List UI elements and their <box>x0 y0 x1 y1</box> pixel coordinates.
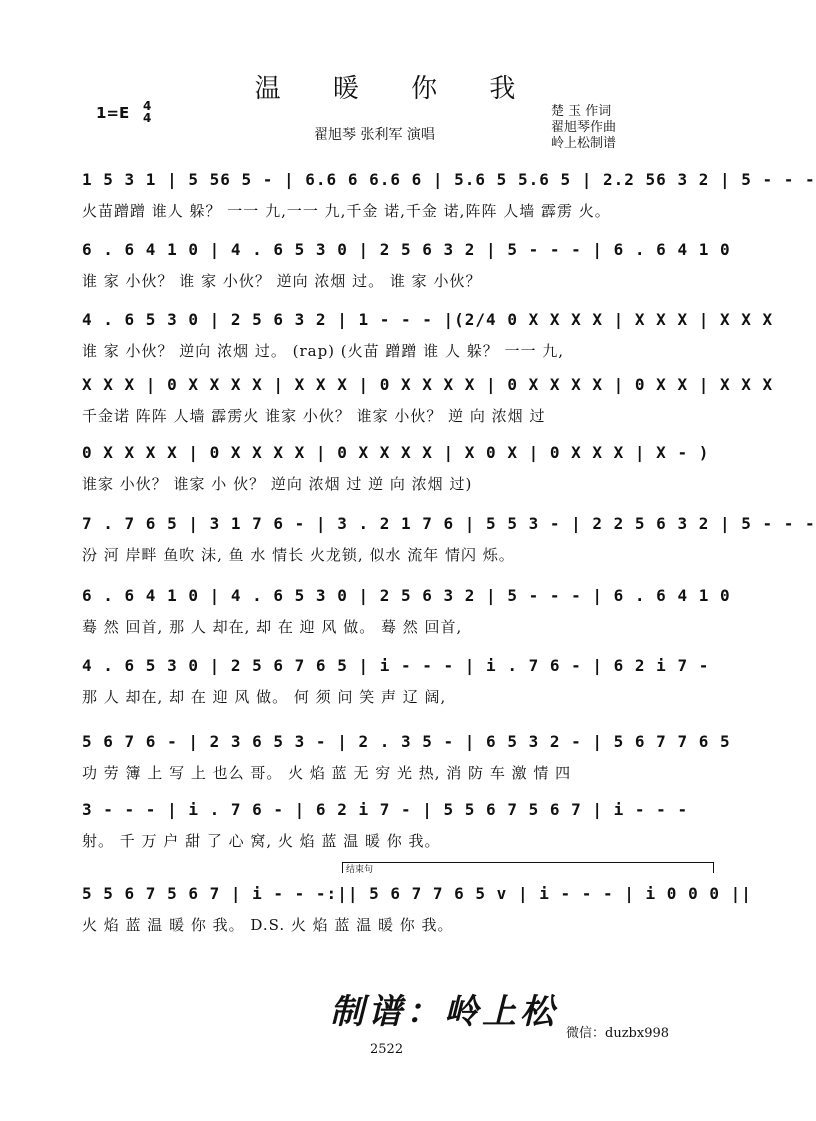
wechat-id: 微信：duzbx998 <box>566 1026 670 1041</box>
credits <box>551 104 616 152</box>
lyrics-line: 蓦 然 回首, 那 人 却在, 却 在 迎 风 做。 蓦 然 回首, <box>82 618 463 636</box>
lyrics-line: 千金诺 阵阵 人墙 霹雳火 谁家 小伙？ 谁家 小伙？ 逆 向 浓烟 过 <box>82 407 546 425</box>
score-line-4 <box>82 375 774 427</box>
score-line-1 <box>82 170 816 222</box>
lyrics-line: 火 焰 蓝 温 暖 你 我。 D.S. 火 焰 蓝 温 暖 你 我。 <box>82 916 454 934</box>
lyrics-line: 谁 家 小伙？ 谁 家 小伙？ 逆向 浓烟 过。 谁 家 小伙？ <box>82 272 482 290</box>
page-title: 温 暖 你 我 <box>254 74 538 104</box>
ending-label: 结束句 <box>346 865 374 875</box>
score-line-8 <box>82 656 716 708</box>
notes-line: 0 X X X X | 0 X X X X | 0 X X X X | X 0 X | 0 X X X | X - ) <box>82 443 710 462</box>
ending-bracket <box>342 862 714 873</box>
notes-line: 5 6 7 6 - | 2 3 6 5 3 - | 2 . 3 5 - | 6 5 3 2 - | 5 6 7 7 6 5 <box>82 732 731 751</box>
lyrics-line: 火苗蹭蹭 谁人 躲？ 一一 九,一一 九,千金 诺,千金 诺,阵阵 人墙 霹雳 火。 <box>82 202 611 220</box>
lyrics-line: 谁 家 小伙？ 逆向 浓烟 过。 (rap) (火苗 蹭蹭 谁 人 躲？ 一一 九, <box>82 342 565 360</box>
score-line-6 <box>82 514 816 566</box>
score-line-7 <box>82 586 731 638</box>
score-line-10 <box>82 800 716 852</box>
notes-line: 5 5 6 7 5 6 7 | i - - -:|| 5 6 7 7 6 5 v | i - - - | i 0 0 0 || <box>82 884 752 903</box>
notes-line: 6 . 6 4 1 0 | 4 . 6 5 3 0 | 2 5 6 3 2 | 5 - - - | 6 . 6 4 1 0 <box>82 240 731 259</box>
key-signature: 1=E <box>96 104 130 122</box>
meter-top: 4 <box>143 99 152 113</box>
lyrics-line: 汾 河 岸畔 鱼吹 沫, 鱼 水 情长 火龙锁, 似水 流年 情闪 烁。 <box>82 546 515 564</box>
composer-credit: 翟旭琴作曲 <box>551 120 617 135</box>
time-signature <box>143 100 151 124</box>
meter-bottom: 4 <box>143 111 152 125</box>
score-line-5 <box>82 443 716 495</box>
page-number: 2522 <box>370 1042 404 1057</box>
notes-line: X X X | 0 X X X X | X X X | 0 X X X X | 0 X X X X | 0 X X | X X X <box>82 375 774 394</box>
performers: 翟旭琴 张利军 演唱 <box>314 127 435 143</box>
notes-line: 4 . 6 5 3 0 | 2 5 6 7 6 5 | i - - - | i . 7 6 - | 6 2 i 7 - <box>82 656 710 675</box>
lyrics-line: 谁家 小伙？ 谁家 小 伙？ 逆向 浓烟 过 逆 向 浓烟 过) <box>82 475 473 493</box>
lyricist-credit: 楚 玉 作词 <box>551 104 612 119</box>
notes-line: 4 . 6 5 3 0 | 2 5 6 3 2 | 1 - - - |(2/4 0 X X X X | X X X | X X X <box>82 310 774 329</box>
arranger-credit: 岭上松制谱 <box>551 136 617 151</box>
notes-line: 6 . 6 4 1 0 | 4 . 6 5 3 0 | 2 5 6 3 2 | 5 - - - | 6 . 6 4 1 0 <box>82 586 731 605</box>
lyrics-line: 功 劳 簿 上 写 上 也么 哥。 火 焰 蓝 无 穷 光 热, 消 防 车 激 情 四 <box>82 764 572 782</box>
maker-signature: 制谱：岭上松 <box>330 992 558 1032</box>
lyrics-line: 射。 千 万 户 甜 了 心 窝, 火 焰 蓝 温 暖 你 我。 <box>82 832 441 850</box>
notes-line: 1 5 3 1 | 5 56 5 - | 6.6 6 6.6 6 | 5.6 5 5.6 5 | 2.2 56 3 2 | 5 - - - <box>82 170 816 189</box>
lyrics-line: 那 人 却在, 却 在 迎 风 做。 何 须 问 笑 声 辽 阔, <box>82 688 447 706</box>
notes-line: 7 . 7 6 5 | 3 1 7 6 - | 3 . 2 1 7 6 | 5 5 3 - | 2 2 5 6 3 2 | 5 - - - <box>82 514 816 533</box>
score-line-9 <box>82 732 731 784</box>
notes-line: 3 - - - | i . 7 6 - | 6 2 i 7 - | 5 5 6 7 5 6 7 | i - - - <box>82 800 689 819</box>
score-line-11 <box>82 884 752 936</box>
score-line-3 <box>82 310 774 362</box>
score-line-2 <box>82 240 731 292</box>
